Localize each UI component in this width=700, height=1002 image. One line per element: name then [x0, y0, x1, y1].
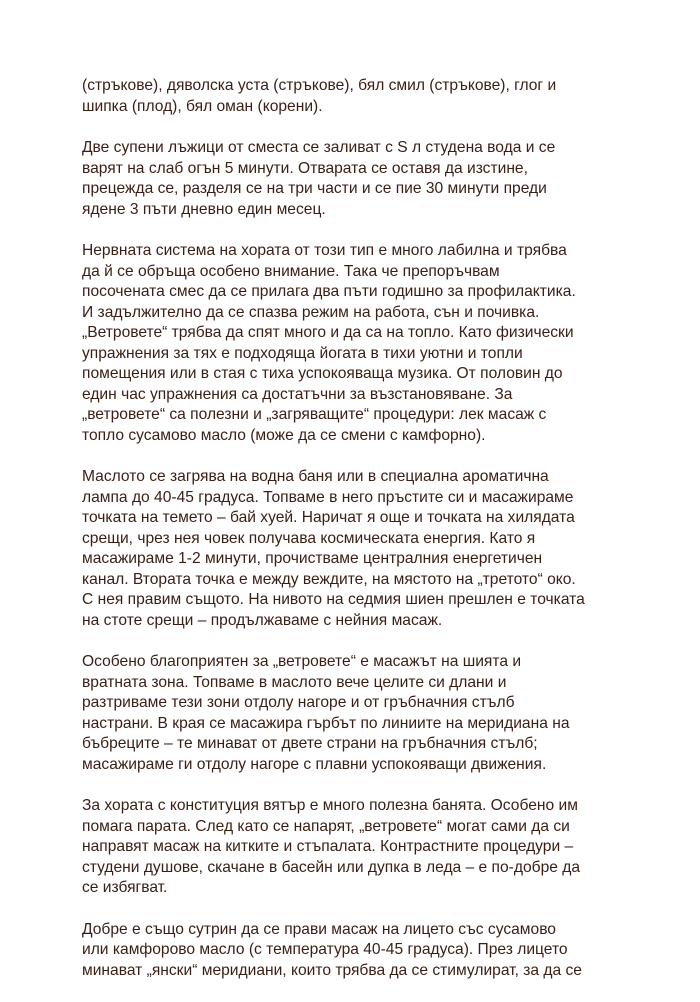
text-line: се избягват.	[82, 879, 168, 896]
text-line: „ветровете“ са полезни и „загряващите“ процедури: лек масаж с	[82, 406, 547, 423]
text-line: Две супени лъжици от сместа се заливат с S л студена вода и се	[82, 139, 556, 156]
text-line: бъбреците – те минават от двете страни на гръбначния стълб;	[82, 735, 538, 752]
paragraph-1	[82, 76, 622, 117]
paragraph-6	[82, 796, 622, 899]
text-line: лампа до 40-45 градуса. Топваме в него пръстите си и масажираме	[82, 488, 574, 506]
text-line: срещи, чрез нея човек получава космическата енергия. Като я	[82, 529, 536, 547]
text-line: масажираме 1-2 минути, прочистваме централния енергетичен	[82, 550, 543, 567]
text-line: топло сусамово масло (може да се смени с камфорно).	[82, 426, 486, 444]
text-line: канал. Втората точка е между веждите, на мястото на „третото“ око.	[82, 570, 576, 588]
text-line: вратната зона. Топваме в маслото вече целите си длани и	[82, 673, 507, 691]
paragraph-4	[82, 467, 622, 631]
text-line: (стръкове), дяволска уста (стръкове), бял смил (стръкове), глог и	[82, 77, 557, 94]
paragraph-7	[82, 920, 622, 982]
document-body	[82, 76, 622, 1002]
text-line: варят на слаб огън 5 минути. Отварата се оставя да изстине,	[82, 159, 528, 177]
text-line: разтриваме тези зони отдолу нагоре и от гръбначния стълб	[82, 694, 515, 711]
paragraph-3	[82, 241, 622, 446]
text-line: на стоте срещи – продължаваме с нейния масаж.	[82, 611, 443, 629]
text-line: упражнения за тях е подходяща йогата в тихи уютни и топли	[82, 344, 523, 362]
paragraph-2	[82, 138, 622, 220]
text-line: студени душове, скачане в басейн или дупка в леда – е по-добре да	[82, 858, 581, 876]
text-line: направят масаж на китките и стъпалата. Контрастните процедури –	[82, 838, 574, 855]
text-line: да й се обръща особено внимание. Така че препоръчвам	[82, 262, 500, 280]
text-line: посочената смес да се прилага два пъти годишно за профилактика.	[82, 283, 576, 300]
text-line: Особено благоприятен за „ветровете“ е масажът на шията и	[82, 653, 522, 670]
text-line: прецежда се, разделя се на три части и се пие 30 минути преди	[82, 180, 547, 197]
text-line: ядене 3 пъти дневно един месец.	[82, 200, 326, 218]
text-line: минават „янски“ меридиани, които трябва да се стимулират, за да се	[82, 961, 582, 979]
text-line: помещения или в стая с тиха успокояваща музика. От половин до	[82, 365, 563, 382]
text-line: Добре е също сутрин да се прави масаж на лицето със сусамово	[82, 920, 556, 938]
text-line: С нея правим същото. На нивото на седмия шиен прешлен е точката	[82, 591, 585, 608]
text-line: шипка (плод), бял оман (корени).	[82, 97, 323, 115]
text-line: или камфорово масло (с температура 40-45 градуса). През лицето	[82, 941, 568, 958]
text-line: Нервната система на хората от този тип е много лабилна и трябва	[82, 242, 567, 259]
text-line: За хората с конституция вятър е много полезна банята. Особено им	[82, 797, 578, 814]
text-line: един час упражнения са достатъчни за възстановяване. За	[82, 385, 513, 403]
text-line: И задължително да се спазва режим на работа, сън и почивка.	[82, 303, 540, 321]
text-line: настрани. В края се масажира гърбът по линиите на меридиана на	[82, 714, 570, 732]
text-line: Маслото се загрява на водна баня или в специална ароматична	[82, 468, 549, 485]
text-line: „Ветровете“ трябва да спят много и да са на топло. Като физически	[82, 324, 574, 341]
paragraph-5	[82, 652, 622, 775]
text-line: точката на темето – бай хуей. Наричат я още и точката на хилядата	[82, 509, 575, 526]
text-line: масажираме ги отдолу нагоре с плавни успокояващи движения.	[82, 755, 547, 773]
text-line: помага парата. След като се напарят, „ветровете“ могат сами да си	[82, 817, 570, 835]
